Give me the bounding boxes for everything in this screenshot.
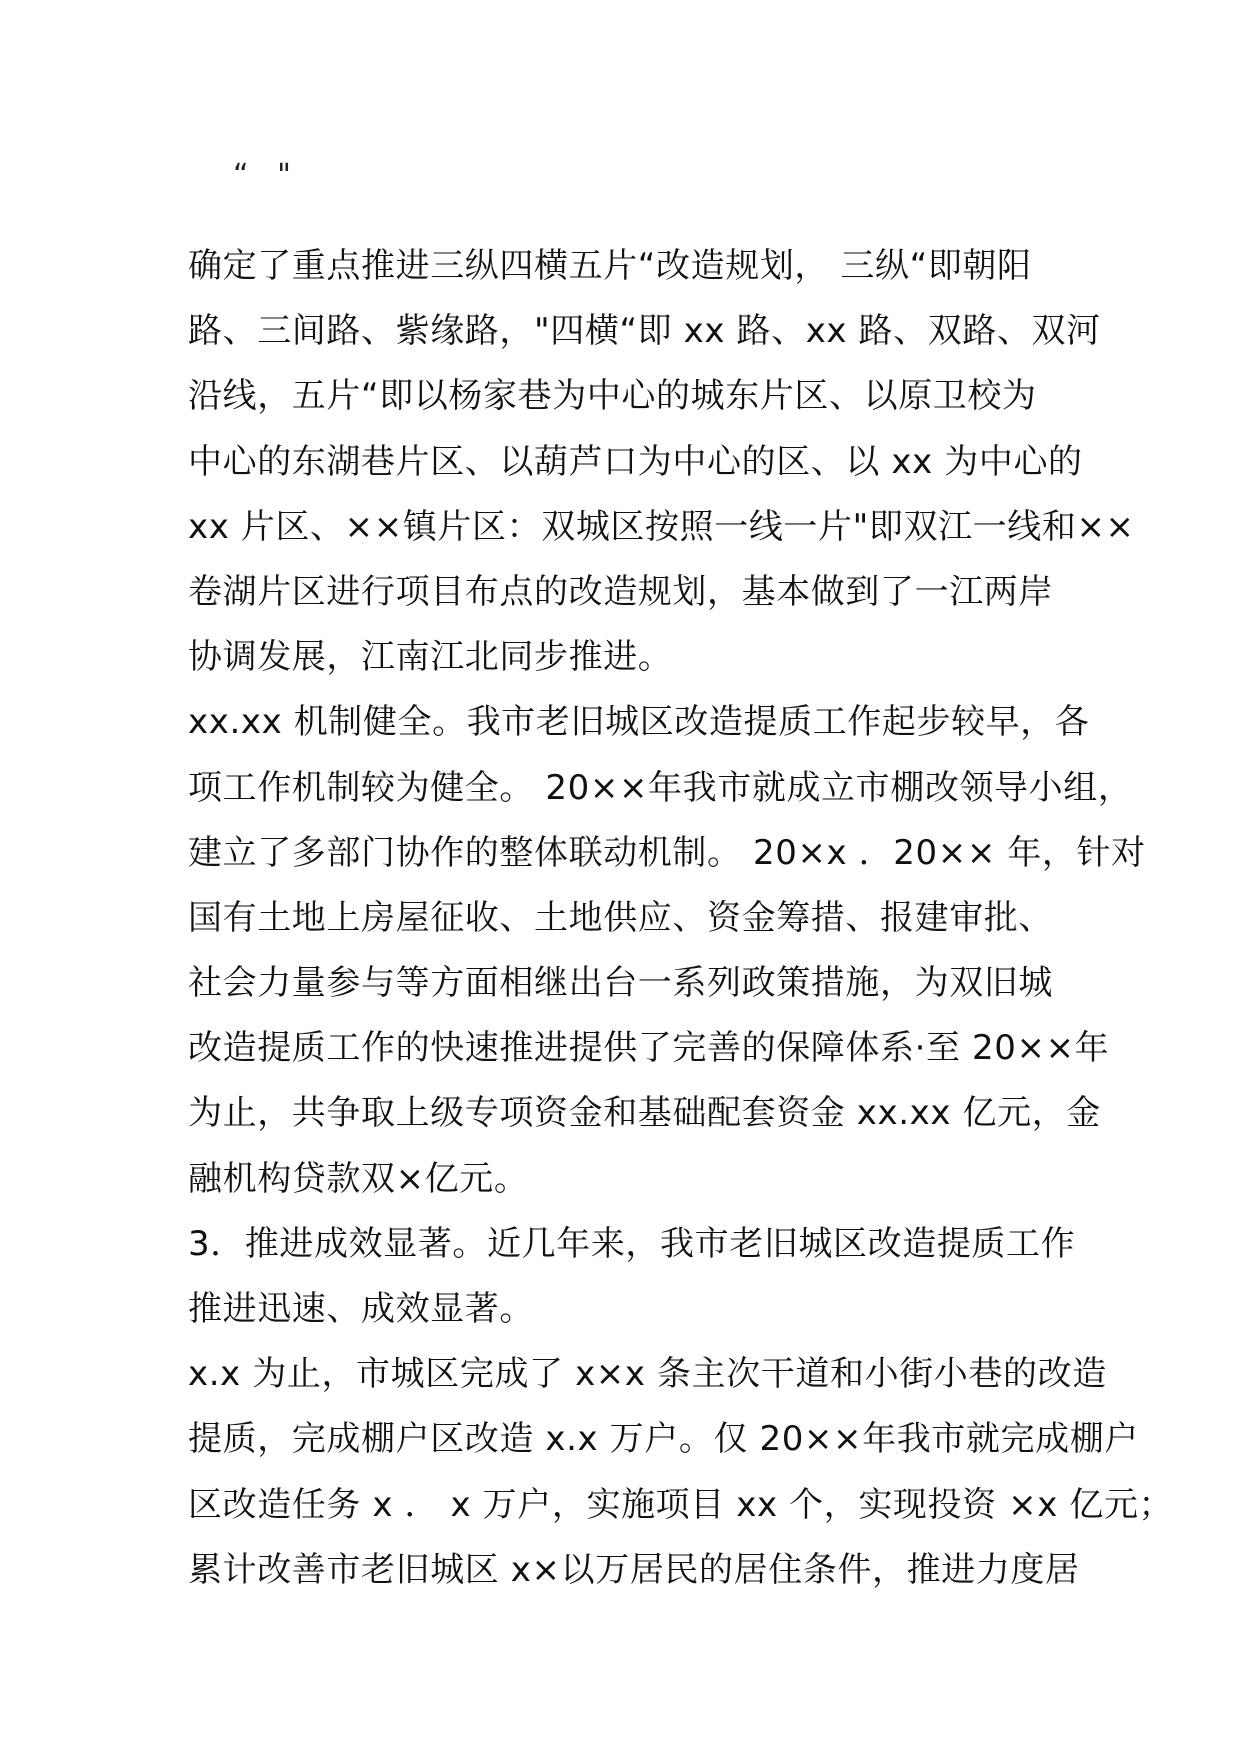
quote-mark: “ " [233, 158, 291, 193]
text-line: xx.xx 机制健全。我市老旧城区改造提质工作起步较早，各 [188, 702, 1090, 743]
text-line: 为止，共争取上级专项资金和基础配套资金 xx.xx 亿元，金 [188, 1093, 1101, 1134]
text-line: 项工作机制较为健全。 20××年我市就成立市棚改领导小组， [188, 767, 1133, 808]
text-line: 中心的东湖巷片区、以葫芦口为中心的区、以 xx 为中心的 [188, 441, 1083, 482]
text-line: 提质，完成棚户区改造 x.x 万户。仅 20××年我市就完成棚户 [188, 1419, 1139, 1460]
text-line: 沿线，五片“即以杨家巷为中心的城东片区、以原卫校为 [188, 376, 1037, 417]
text-line: 确定了重点推进三纵四横五片“改造规划， 三纵“即朝阳 [188, 246, 1032, 286]
text-line: 卷湖片区进行项目布点的改造规划，基本做到了一江两岸 [188, 571, 1053, 612]
text-line: xx 片区、××镇片区：双城区按照一线一片"即双江一线和×× [188, 506, 1135, 547]
text-line: 推进迅速、成效显著。 [188, 1289, 534, 1329]
text-line: 累计改善市老旧城区 x×以万居民的居住条件，推进力度居 [188, 1549, 1080, 1590]
text-line: 3．推进成效显著。近几年来，我市老旧城区改造提质工作 [188, 1223, 1076, 1264]
text-line: 建立了多部门协作的整体联动机制。 20×x ．20×× 年，针对 [188, 832, 1146, 873]
text-line: 路、三间路、紫缘路，"四横“即 xx 路、xx 路、双路、双河 [188, 311, 1101, 352]
text-line: 区改造任务 x ． x 万户，实施项目 xx 个，实现投资 ×x 亿元； [188, 1484, 1174, 1525]
text-line: 社会力量参与等方面相继出台一系列政策措施，为双旧城 [188, 963, 1053, 1004]
text-line: 改造提质工作的快速推进提供了完善的保障体系·至 20××年 [188, 1028, 1110, 1069]
text-line: 协调发展，江南江北同步推进。 [188, 637, 673, 678]
text-line: 融机构贷款双×亿元。 [188, 1158, 529, 1199]
body-text [188, 234, 1174, 1603]
text-line: x.x 为止，市城区完成了 x×x 条主次干道和小街小巷的改造 [188, 1354, 1107, 1395]
text-line: 国有土地上房屋征收、土地供应、资金筹措、报建审批、 [188, 897, 1053, 938]
